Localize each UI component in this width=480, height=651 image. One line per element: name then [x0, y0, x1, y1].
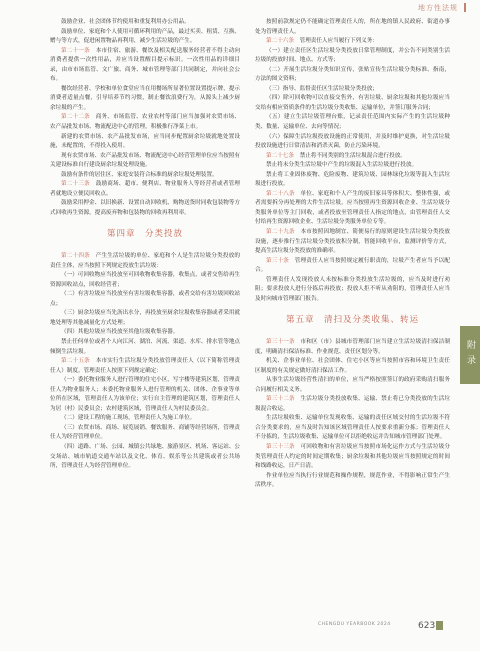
paragraph	[255, 338, 450, 357]
footer-yearbook: CHENGDU YEARBOOK 2024	[318, 622, 391, 627]
article-number: 第二十六条	[266, 38, 294, 45]
article-number: 第三十三条	[266, 443, 295, 450]
paragraph: （四）除可回收物可以直接交售外，有害垃圾、厨余垃圾和其他垃圾应当交给有相应资质条件的生活垃圾分类收集、运输单位，并签订服务合同；	[255, 95, 450, 111]
paragraph: 餐饮经营者、学校和单位食堂应当在用餐场所显著位置设置提示牌，提示消费者适量点餐，引导培养节约习惯，制止餐饮浪费行为，从源头上减少厨余垃圾的产生。	[50, 85, 241, 111]
paragraph	[255, 443, 450, 472]
paragraph: （三）指导、监督责任区生活垃圾分类投放；	[266, 85, 378, 92]
article-number: 第三十一条	[266, 338, 295, 345]
paragraph	[255, 257, 450, 276]
article-text: 禁止将不同类别的生活垃圾混合进行投放。	[299, 152, 406, 159]
paragraph: （四）其他垃圾应当投放至其他垃圾收集容器。	[61, 329, 179, 336]
paragraph: （一）委托物业服务人进行管理的住宅小区，写字楼等建筑区划，管理责任人为物业服务人；未委托物业服务人进行管理的机关、团体、企事业等单位所在区域，管理责任人为该单位；实行自主管理的建筑区划，管理责任人为居（村）民委员会；农村建筑区域，管理责任人为村民委员会。	[50, 377, 241, 412]
article-number: 第二十三条	[61, 181, 90, 188]
article-text: 可回收物和有害垃圾应当按照市场化运作方式与生活垃圾分类管理责任人约定的时间定期收集；厨余垃圾和其他垃圾应当按照规定的时间和线路收运，日产日清。	[255, 443, 450, 470]
paragraph: 禁止任何单位或者个人向江河、湖泊、河流、渠道、水库、排水管等地点倾倒生活垃圾。	[50, 338, 241, 355]
chapter-heading: 第四章 分类投放	[106, 229, 183, 240]
article-text: 市和区（市）县城市管理部门应当建立生活垃圾清扫保洁制度，明确清扫保洁标准、作业规范、责任区划分等。	[255, 338, 450, 355]
article-number: 第二十九条	[266, 229, 295, 236]
paragraph: （四）道路、广场、公园、城镇公共绿地、旅游景区、机场、客运站、公交场站、城市轨道交通车站以及文化、体育、娱乐等公共建筑或者公共场所，管理责任人为经营管理单位。	[50, 443, 241, 470]
paragraph: 作业单位应当执行行业规范和操作规程，规范作业，不得影响正常生产生活秩序。	[255, 472, 450, 489]
paragraph	[50, 180, 240, 199]
paragraph	[255, 152, 450, 162]
paragraph: （六）保障生活垃圾投放设施的正常使用，并及时维护更换，对生活垃圾投放设施进行日常清洁和消杀灭菌，防止污染环境。	[255, 133, 450, 150]
paragraph	[255, 395, 450, 414]
article-number: 第三十条	[266, 257, 290, 264]
paragraph: （二）有害垃圾应当投放至有害垃圾收集容器，或者交给有害垃圾回收站点；	[50, 291, 241, 307]
article-number: 第二十二条	[61, 114, 90, 121]
article-text: 管理责任人应当按照规定履行职责的，垃圾产生者应当予以配合。	[255, 257, 450, 274]
paragraph: 从事生活垃圾经营性清扫的单位，应当严格按照签订的政府采购清扫服务合同履行相关义务。	[255, 377, 450, 393]
paragraph	[50, 47, 240, 85]
chapter-heading: 第五章 清扫及分类收集、转运	[285, 315, 419, 326]
paragraph	[50, 252, 240, 271]
article-text: 单位、家庭和个人产生的废旧家具等体积大、整体性强，或者需要拆分再处理的大件生活垃圾，应当按照再生资源回收企业、生活垃圾分类服务单位等主门回收，或者投放至管理责任人指定的地点，由管理责任人交付给再生资源回收企业、生活垃圾分类服务单位专等。	[255, 190, 450, 226]
paragraph: （一）建立责任区生活垃圾分类投放日常管理制度，并公告不同类别生活垃圾的投放时间、地点、方式等；	[255, 47, 450, 64]
article-text: 商务、市场监管、农业农村等部门应当加强对农贸市场、农产品批发市场、物流配送中心的管理，积极推行净菜上市。	[50, 114, 240, 131]
paragraph: 新建的农贸市场、农产品批发市场，应当同步配置厨余垃圾就地处置设施，未配置的，不得投入使用。	[50, 133, 240, 150]
paragraph: 按照前款规定仍不能确定管理责任人的，所在地的镇人民政府、街道办事处为管理责任人。	[255, 19, 450, 35]
paragraph: 管理责任人发现投放人未按标准分类投放生活垃圾的，应当及时进行劝阻；要求投放人进行分拣后再投放；投放人拒不听从劝阻的，管理责任人应当及时向城市管理部门报告。	[255, 276, 450, 302]
article-number: 第二十四条	[61, 253, 90, 260]
page-marker	[436, 621, 443, 630]
paragraph: （三）农贸市场、商场、展览展销、餐饮服务、商铺等经营场所，管理责任人为经营管理单位。	[50, 424, 241, 441]
article-text: 管理责任人应当履行下列义务：	[299, 38, 378, 45]
paragraph	[255, 190, 450, 228]
paragraph: 鼓励单位、家庭和个人使用可循环利用的产品，最过买卖、租赁、互换、赠与等方式，促进闲置物品再利用，减少生活垃圾的产生。	[50, 28, 241, 45]
page-header	[0, 0, 480, 16]
article-number: 第二十一条	[61, 47, 90, 54]
article-text: 鼓励商场、超市、便利店、物业服务人等经营者或者管理者就地设立便民回收点。	[50, 181, 240, 197]
article-number: 第三十二条	[266, 396, 295, 403]
article-text: 产生生活垃圾的单位、家庭和个人是生活垃圾分类投放的责任主体，应当按照下列规定投放生活垃圾：	[50, 253, 240, 269]
paragraph	[255, 37, 450, 47]
paragraph: （五）建立生活垃圾管理台账，记录责任范围内实际产生的生活垃圾种类、数量、运输单位、去向等情况；	[255, 114, 450, 131]
paragraph	[50, 357, 240, 376]
appendix-side-tab: 附录	[460, 326, 480, 384]
article-number: 第二十七条	[266, 152, 294, 159]
article-number: 第二十五条	[61, 358, 90, 365]
paragraph: 现有农贸市场、农产品批发市场、物流配送中心经营管理单位应当按照有关建设标准自行建设厨余垃圾处理设施。	[50, 152, 241, 169]
header-rule	[464, 3, 466, 12]
article-text: 本市住宿、旅游、餐饮及相关配送服务经营者不得主动向消费者提供一次性用品，并应当设置醒目提示标识。一次性用品的详细目录，由市市场监管、文广旅、商务、城市管理等部门共同制定，并向社会公布。	[50, 47, 240, 83]
paragraph	[50, 113, 240, 132]
paragraph: （三）厨余垃圾应当先沥出水分，再投放至厨余垃圾收集容器或者采用就地处理等其他减量化方式处理；	[50, 310, 241, 326]
header-title: 地方性法规	[418, 4, 458, 12]
article-number: 第二十八条	[266, 190, 295, 197]
article-text: 本市实行生活垃圾分类投放管理责任人（以下简称管理责任人）制度。管理责任人按照下列规定确定：	[50, 358, 240, 374]
page-number: 623	[418, 621, 436, 631]
left-column	[50, 18, 240, 472]
paragraph: 鼓励采用押金、以旧换新、设置自动回收机、购物送货时同收包装物等方式回收再生资源，提高废弃物和包装物的回收再利用率。	[50, 200, 241, 216]
paragraph: （二）开展生活垃圾分类知识宣传，张贴宣传生活垃圾分类标准、指南，方法的图文资料；	[255, 66, 450, 83]
article-text: 生活垃圾分类投放收集、运输、禁止将已分类投放的生活垃圾混合收运。	[255, 396, 450, 412]
paragraph: 鼓励企业、社会团体节约使用和重复利用办公用品。	[61, 19, 190, 25]
paragraph: 禁止将工业固体废物、危险废物、建筑垃圾、园林绿化垃圾等混入生活垃圾进行投放。	[255, 171, 450, 188]
paragraph	[255, 228, 450, 257]
right-column	[255, 18, 450, 491]
paragraph: 生活垃圾收集、运输单位发现收集、运输的责任区域交付的生活垃圾不符合分类要求的，应当及时告知该区域管理责任人按要求重新分拣；管理责任人不分拣的，生活垃圾收集、运输单位可以拒绝收运并告知城市管理部门处理。	[255, 415, 450, 441]
paragraph: 鼓励有条件的居住区、家庭安装符合标准的厨余垃圾处理装置。	[61, 171, 218, 178]
paragraph: 机关、企事业单位、社会团体、住宅小区等应当按照市容和环境卫生责任区制度的有关规定做好清扫保洁工作。	[255, 358, 450, 374]
paragraph: （二）建设工程的施工现场，管理责任人为施工单位。	[61, 415, 196, 422]
paragraph: （一）可回收物应当投放至可回收物收集容器，收集点，或者交售给再生资源回收站点，回收经营者；	[50, 272, 241, 288]
paragraph: 禁止将未分类生活垃圾中产生的垃圾混入生活垃圾进行投放。	[266, 162, 418, 169]
article-text: 本市按照因地制宜、简便易行的原则建设生活垃圾分类投放设施，逐步推行生活垃圾分类投放积分制，智能回收平台，监测评价等方式，提高生活垃圾分类投放的准确率。	[255, 229, 450, 255]
